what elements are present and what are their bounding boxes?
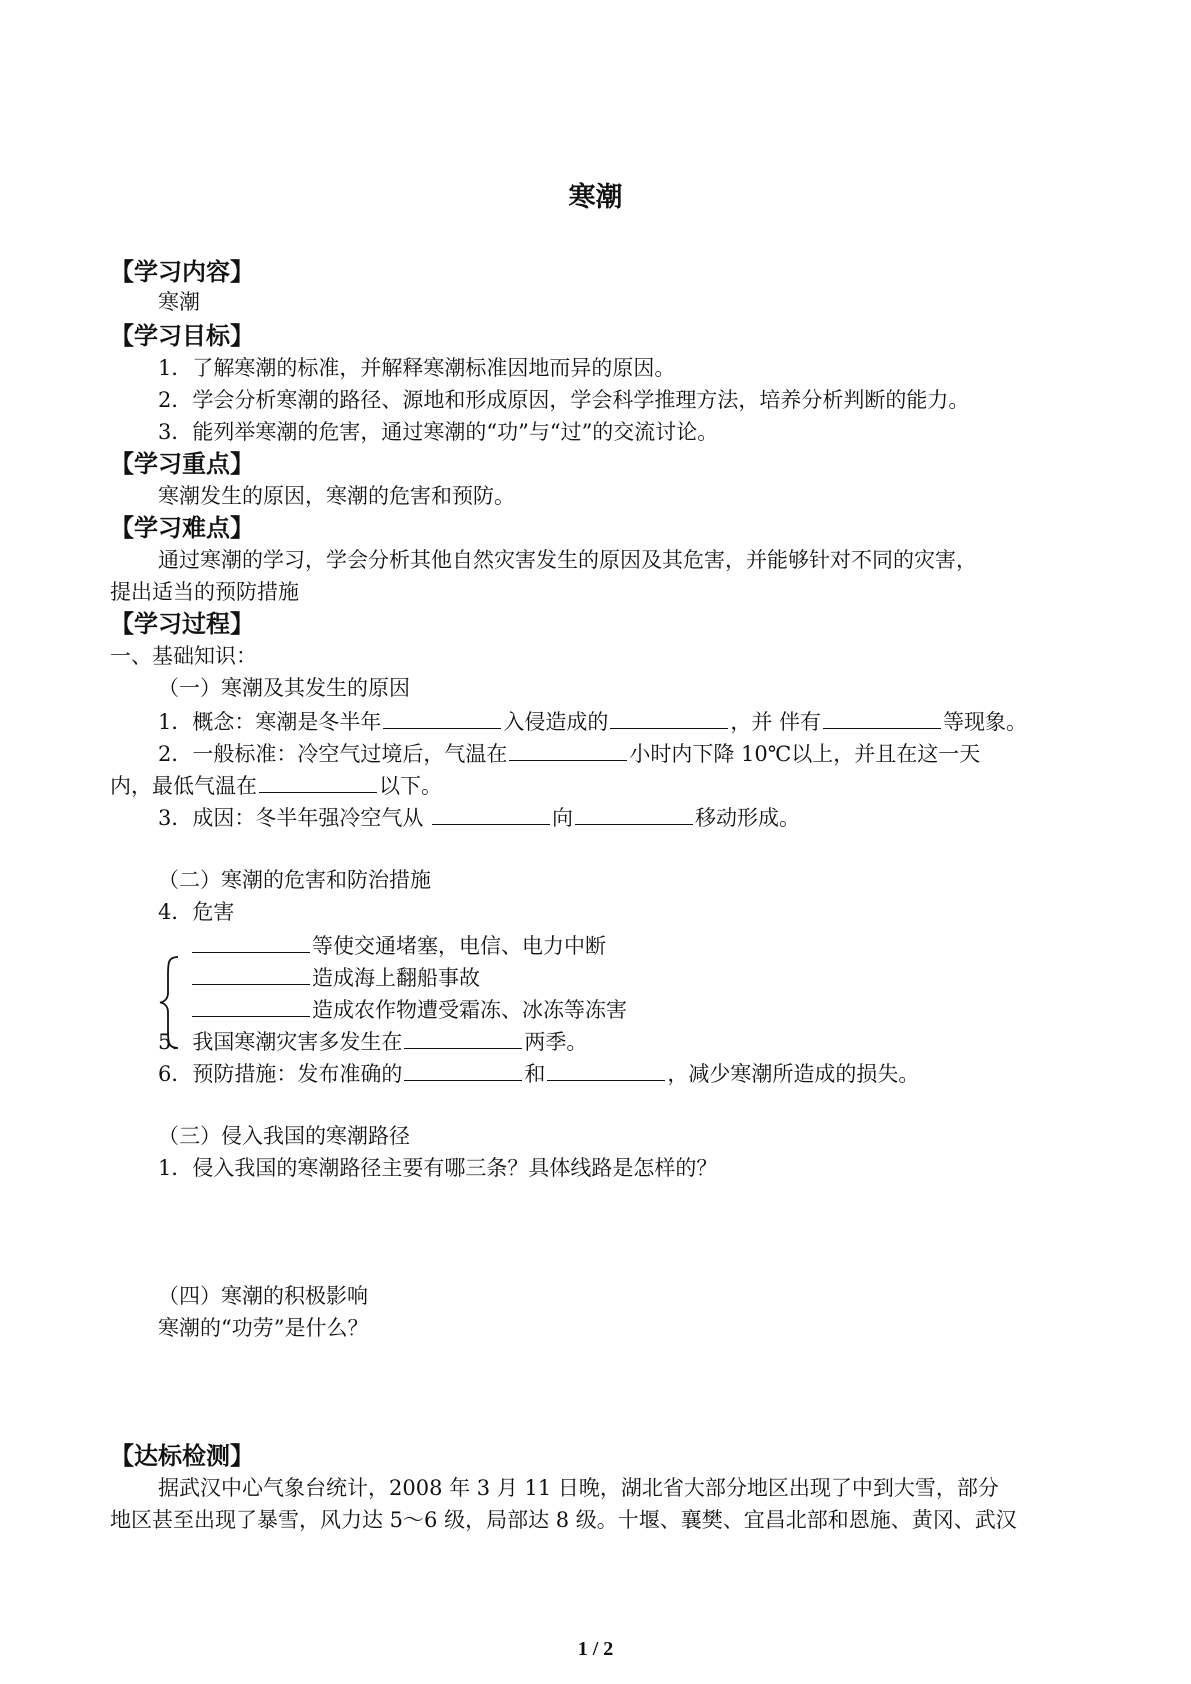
harm-text: 等使交通堵塞，电信、电力中断 <box>312 934 606 958</box>
question-line <box>158 708 1027 734</box>
harm-line <box>190 996 627 1022</box>
key-text: 寒潮发生的原因，寒潮的危害和预防。 <box>158 484 515 508</box>
section-heading-difficulty: 【学习难点】 <box>110 514 254 542</box>
page-title: 寒潮 <box>568 182 623 213</box>
harm-text: 造成海上翻船事故 <box>312 966 480 990</box>
part2-heading: （二）寒潮的危害和防治措施 <box>158 868 431 892</box>
q2-text-b: 小时内下降 10℃以上，并且在这一天 <box>629 742 981 766</box>
difficulty-line: 通过寒潮的学习，学会分析其他自然灾害发生的原因及其危害，并能够针对不同的灾害， <box>158 548 977 572</box>
test-line: 据武汉中心气象台统计，2008 年 3 月 11 日晚，湖北省大部分地区出现了中到大雪，部分 <box>158 1476 999 1500</box>
section-heading-process: 【学习过程】 <box>110 610 254 638</box>
q1-text-d: 等现象。 <box>943 710 1028 734</box>
q3-text-a: 3．成因：冬半年强冷空气从 <box>158 806 431 830</box>
answer-blank[interactable] <box>259 772 377 793</box>
test-line: 地区甚至出现了暴雪，风力达 5～6 级，局部达 8 级。十堰、襄樊、宜昌北部和恩施、黄冈、武汉 <box>110 1508 1017 1532</box>
question-line <box>158 740 980 766</box>
goal-item: 2．学会分析寒潮的路径、源地和形成原因，学会科学推理方法，培养分析判断的能力。 <box>158 388 970 412</box>
harm-text: 造成农作物遭受霜冻、冰冻等冻害 <box>312 998 627 1022</box>
q6-text-c: ，减少寒潮所造成的损失。 <box>667 1062 920 1086</box>
basics-heading: 一、基础知识： <box>110 644 257 668</box>
part1-heading: （一）寒潮及其发生的原因 <box>158 676 410 700</box>
part3-heading: （三）侵入我国的寒潮路径 <box>158 1124 410 1148</box>
content-text: 寒潮 <box>158 290 200 314</box>
difficulty-line: 提出适当的预防措施 <box>110 580 299 604</box>
answer-blank[interactable] <box>509 740 627 761</box>
section-heading-test: 【达标检测】 <box>110 1442 254 1470</box>
q2b-text-a: 内，最低气温在 <box>110 774 257 798</box>
harm-line <box>190 932 606 958</box>
part4-heading: （四）寒潮的积极影响 <box>158 1284 368 1308</box>
answer-blank[interactable] <box>610 708 728 729</box>
q1-text-c: ，并 伴有 <box>730 710 822 734</box>
part3-question: 1．侵入我国的寒潮路径主要有哪三条？具体线路是怎样的？ <box>158 1156 718 1180</box>
q2-text-a: 2．一般标准：冷空气过境后，气温在 <box>158 742 508 766</box>
q1-text-a: 1．概念：寒潮是冬半年 <box>158 710 382 734</box>
q3-text-b: 向 <box>552 806 574 830</box>
answer-blank[interactable] <box>383 708 501 729</box>
answer-blank[interactable] <box>432 804 550 825</box>
harm-line <box>190 964 480 990</box>
answer-blank[interactable] <box>404 1060 522 1081</box>
q6-text-a: 6．预防措施：发布准确的 <box>158 1062 403 1086</box>
answer-blank[interactable] <box>192 996 310 1017</box>
q5-text-b: 两季。 <box>524 1030 588 1054</box>
section-heading-goals: 【学习目标】 <box>110 322 254 350</box>
section-heading-key: 【学习重点】 <box>110 450 254 478</box>
q4-heading: 4．危害 <box>158 900 235 924</box>
answer-blank[interactable] <box>547 1060 665 1081</box>
answer-blank[interactable] <box>192 964 310 985</box>
q2b-text-b: 以下。 <box>379 774 442 798</box>
answer-blank[interactable] <box>404 1028 522 1049</box>
goal-item: 1．了解寒潮的标准，并解释寒潮标准因地而异的原因。 <box>158 356 676 380</box>
question-line <box>158 1060 919 1086</box>
answer-blank[interactable] <box>575 804 693 825</box>
goal-item: 3．能列举寒潮的危害，通过寒潮的“功”与“过”的交流讨论。 <box>158 420 719 444</box>
q6-text-b: 和 <box>524 1062 546 1086</box>
q5-text-a: 5．我国寒潮灾害多发生在 <box>158 1030 403 1054</box>
question-line <box>110 772 442 798</box>
answer-blank[interactable] <box>192 932 310 953</box>
answer-blank[interactable] <box>823 708 941 729</box>
question-line <box>158 804 800 830</box>
question-line <box>158 1028 587 1054</box>
q1-text-b: 入侵造成的 <box>503 710 609 734</box>
section-heading-content: 【学习内容】 <box>110 258 254 286</box>
page-number: 1 / 2 <box>577 1638 614 1660</box>
part4-question: 寒潮的“功劳”是什么？ <box>158 1316 369 1340</box>
q3-text-c: 移动形成。 <box>695 806 801 830</box>
